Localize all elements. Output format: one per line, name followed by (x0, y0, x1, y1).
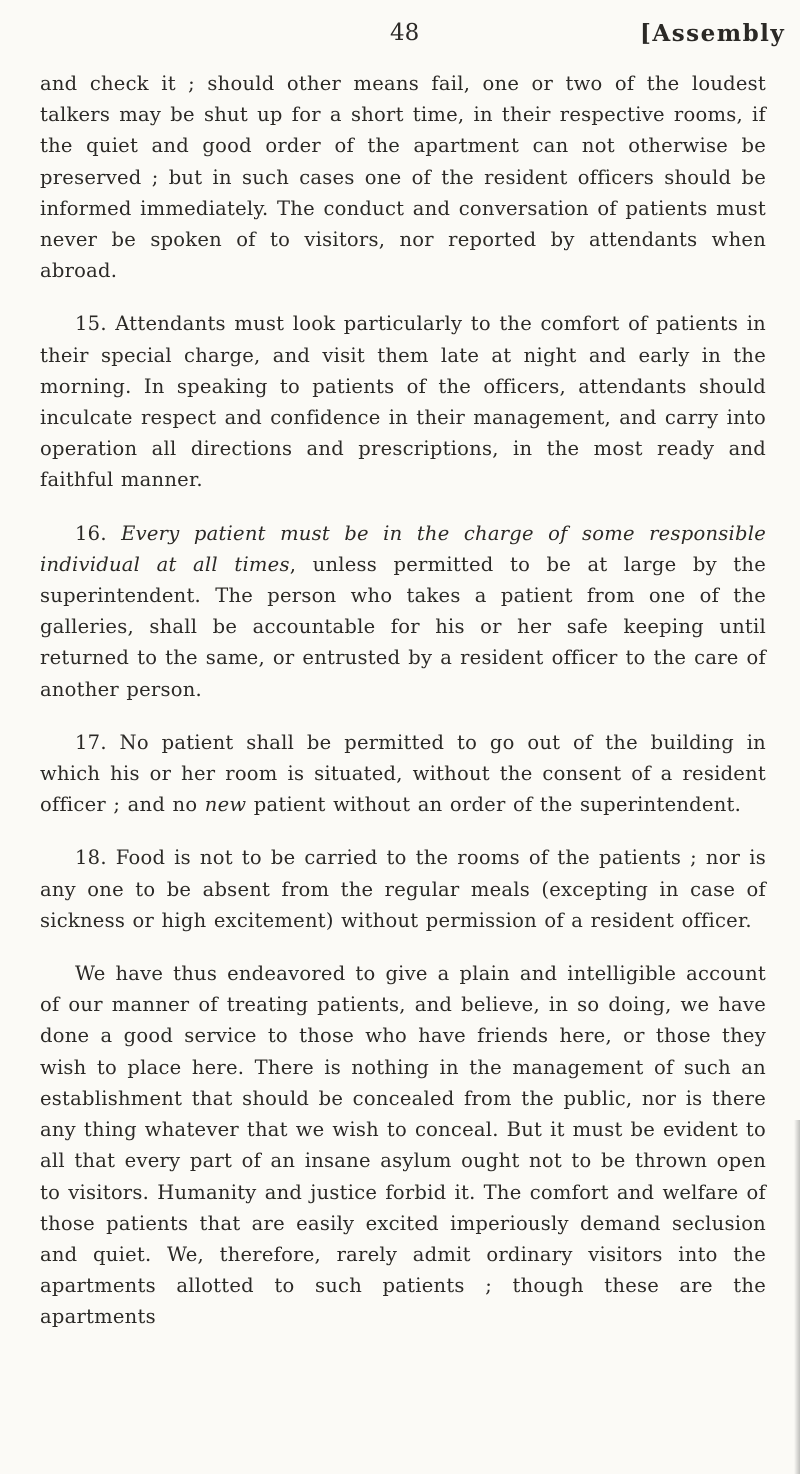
rule-16-text: , unless permitted to be at large by the superintendent. The person who takes a patient from one of the galleries, shall be accountable for his or her safe keeping until returned to the same, or entrusted by a resident officer to the care of another person. (40, 552, 766, 701)
page-edge-shadow (794, 1120, 800, 1474)
paragraph-continuation: and check it ; should other means fail, one or two of the loudest talkers may be shut up for a short time, in their respective rooms, if the quiet and good order of the apartment can not otherwise be preserved ; but in such cases one of the resident officers should be informed immediately. The conduct and conversation of patients must never be spoken of to visitors, nor reported by attendants when abroad. (40, 72, 766, 283)
paragraph-rule-17 (40, 727, 766, 821)
rule-17-text-b: patient without an order of the superintendent. (246, 793, 742, 817)
page-header (0, 14, 800, 54)
rule-16-emphasis: Every patient must be in the charge of some responsible individual at all times (40, 521, 767, 576)
paragraph-conclusion: We have thus endeavored to give a plain and intelligible account of our manner of treating patients, and believe, in so doing, we have done a good service to those who have friends here, or those they wish to place here. There is nothing in the management of such an establishment that should be concealed from the public, nor is there any thing whatever that we wish to conceal. But it must be evident to all that every part of an insane asylum ought not to be thrown open to visitors. Humanity and justice forbid it. The comfort and welfare of those patients that are easily excited imperiously demand seclusion and quiet. We, therefore, rarely admit ordinary visitors into the apartments allotted to such patients ; though these are the apartments (40, 962, 766, 1329)
running-head: [Assembly (640, 20, 786, 47)
rule-17-emphasis: new (204, 793, 247, 817)
paragraph-rule-18: 18. Food is not to be carried to the rooms of the patients ; nor is any one to be absent from the regular meals (excepting in case of sickness or high excitement) without permission of a resident officer. (40, 846, 766, 932)
rule-16-number: 16. (75, 521, 107, 545)
page-number: 48 (390, 20, 420, 46)
body-text (40, 68, 766, 1355)
paragraph-rule-15: 15. Attendants must look particularly to the comfort of patients in their special charge, and visit them late at night and early in the morning. In speaking to patients of the officers, attendants should inculcate respect and confidence in their management, and carry into operation all directions and prescriptions, in the most ready and faithful manner. (40, 312, 766, 492)
rule-17-text-a: 17. No patient shall be permitted to go out of the building in which his or her room is situated, without the consent of a resident officer ; and no (40, 730, 766, 817)
paragraph-rule-16 (40, 518, 766, 705)
